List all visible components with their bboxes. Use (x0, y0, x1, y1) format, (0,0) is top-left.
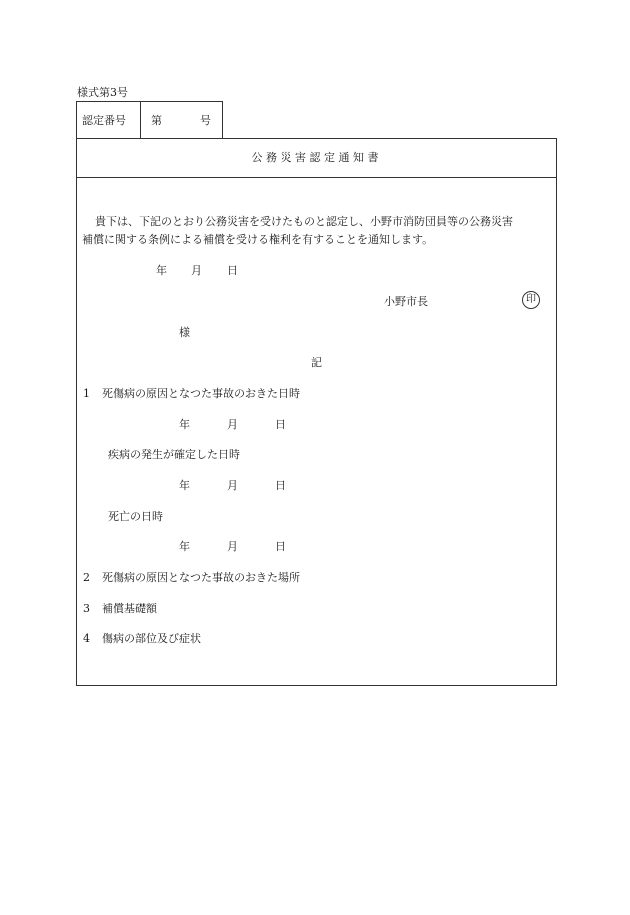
sub1-month: 月 (227, 479, 238, 492)
sub1-day: 日 (275, 479, 286, 492)
item-2-label: 死傷病の原因となつた事故のおきた場所 (102, 571, 300, 584)
date-year: 年 (156, 264, 167, 277)
ki-heading: 記 (311, 356, 322, 369)
body-line-2: 補償に関する条例による補償を受ける権利を有することを通知します。 (82, 233, 434, 246)
sub2-day: 日 (275, 540, 286, 553)
cert-divider (140, 101, 141, 139)
cert-go: 号 (200, 114, 211, 127)
sub2-year: 年 (179, 540, 190, 553)
date-day: 日 (227, 264, 238, 277)
cert-number-label: 認定番号 (82, 114, 126, 127)
item-2-number: 2 (83, 571, 90, 584)
seal-label: 印 (526, 294, 536, 305)
item-4-number: 4 (83, 632, 90, 645)
item-1-day: 日 (275, 418, 286, 431)
item-3-number: 3 (83, 602, 90, 615)
issuer: 小野市長 (384, 295, 428, 308)
item-3-label: 補償基礎額 (102, 602, 157, 615)
title-divider (76, 177, 557, 178)
page-title: 公 務 災 害 認 定 通 知 書 (251, 151, 379, 164)
cert-dai: 第 (151, 114, 162, 127)
item-4-label: 傷病の部位及び症状 (102, 632, 201, 645)
form-number: 様式第3号 (77, 86, 128, 99)
body-line-1: 貴下は、下記のとおり公務災害を受けたものと認定し、小野市消防団員等の公務災害 (95, 215, 513, 228)
sub-item-death: 死亡の日時 (108, 510, 163, 523)
sub1-year: 年 (179, 479, 190, 492)
sub-item-disease-onset: 疾病の発生が確定した日時 (108, 448, 240, 461)
sub2-month: 月 (227, 540, 238, 553)
item-1-label: 死傷病の原因となつた事故のおきた日時 (102, 387, 300, 400)
date-month: 月 (191, 264, 202, 277)
item-1-month: 月 (227, 418, 238, 431)
recipient-suffix: 様 (179, 326, 190, 339)
item-1-number: 1 (83, 387, 90, 400)
item-1-year: 年 (179, 418, 190, 431)
seal-icon (522, 291, 540, 309)
